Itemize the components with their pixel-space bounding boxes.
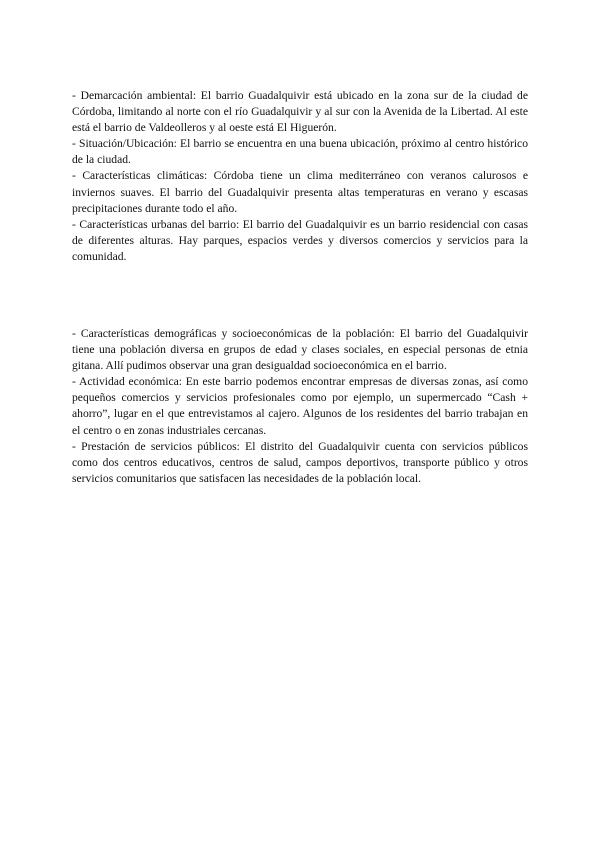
paragraph-environmental-demarcation: - Demarcación ambiental: El barrio Guadalquivir está ubicado en la zona sur de la ciudad de Córdoba, limitando al norte con el río Guadalquivir y al sur con la Avenida de la Libertad. Al este está el barrio de Valdeolleros y al oeste está El Higuerón. — [72, 89, 528, 135]
paragraph-urban-characteristics: - Características urbanas del barrio: El barrio del Guadalquivir es un barrio residencial con casas de diferentes alturas. Hay parques, espacios verdes y diversos comercios y servicios para la comunidad. — [72, 217, 528, 263]
paragraph-economic-activity: - Actividad económica: En este barrio podemos encontrar empresas de diversas zonas, así como pequeños comercios y servicios profesionales como por ejemplo, un supermercado “Cash + ahorro”, lugar en el que entrevistamos al cajero. Algunos de los residentes del barrio trabajan en el centro o en zonas industriales cercanas. — [72, 375, 528, 437]
text-block-population — [72, 326, 528, 487]
paragraph-public-services: - Prestación de servicios públicos: El distrito del Guadalquivir cuenta con servicios públicos como dos centros educativos, centros de salud, campos deportivos, transporte público y otros servicios comunitarios que satisfacen las necesidades de la población local. — [72, 439, 528, 485]
paragraph-climate: - Características climáticas: Córdoba tiene un clima mediterráneo con veranos calurosos e inviernos suaves. El barrio del Guadalquivir presenta altas temperaturas en verano y escasas precipitaciones durante todo el año. — [72, 169, 528, 215]
paragraph-location: - Situación/Ubicación: El barrio se encuentra en una buena ubicación, próximo al centro histórico de la ciudad. — [72, 137, 528, 167]
paragraph-demographics: - Características demográficas y socioeconómicas de la población: El barrio del Guadalquivir tiene una población diversa en grupos de edad y clases sociales, en especial personas de etnia gitana. Allí pudimos observar una gran desigualdad socioeconómica en el barrio. — [72, 327, 528, 373]
text-block-environment — [72, 88, 528, 265]
